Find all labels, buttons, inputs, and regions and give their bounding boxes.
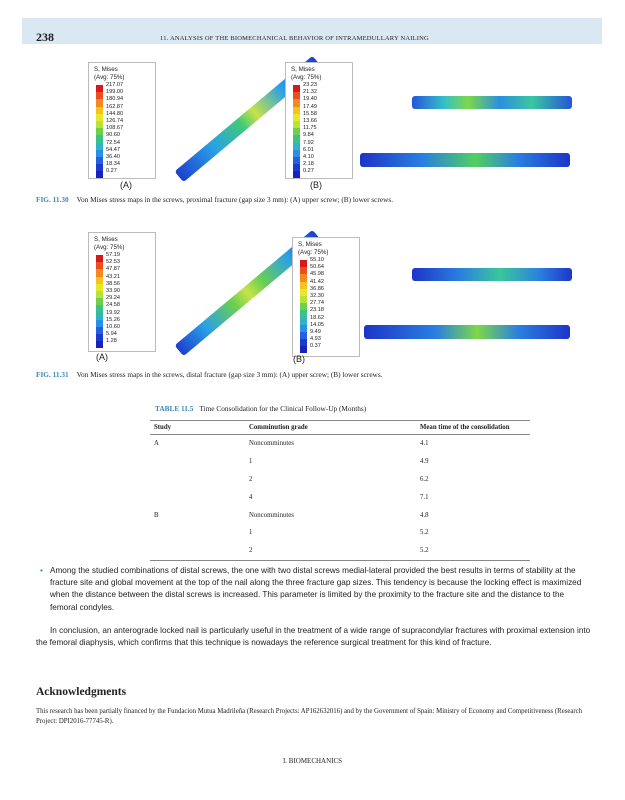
running-head: 11. ANALYSIS OF THE BIOMECHANICAL BEHAVIOR OF INTRAMEDULLARY NAILING <box>160 35 429 42</box>
color-scale <box>300 260 307 353</box>
acknowledgments-heading: Acknowledgments <box>36 686 127 698</box>
legend-b <box>285 62 353 179</box>
legend-value: 21.32 <box>303 89 317 96</box>
legend-value: 10.60 <box>106 324 120 331</box>
color-scale-step <box>96 305 103 312</box>
color-scale-step <box>96 171 103 178</box>
cell-time: 5.2 <box>420 529 429 537</box>
acknowledgments-text: This research has been partially financed by the Fundacion Mutua Madrileña (Research Projects: AP162632016) and by the Government of Spain: Ministry of Economy and Competitiveness (Research Project: DPI2016-77745-R). <box>36 708 583 725</box>
col-header-study: Study <box>150 421 245 435</box>
legend-value: 0.37 <box>310 343 321 350</box>
legend-value: 162.87 <box>106 103 124 110</box>
color-scale-step <box>96 334 103 341</box>
legend-value: 15.58 <box>303 110 317 117</box>
color-scale-step <box>96 150 103 157</box>
color-scale-step <box>293 128 300 135</box>
col-header-mean-time: Mean time of the consolidation <box>416 421 530 435</box>
color-scale-step <box>96 269 103 276</box>
legend-values <box>303 82 317 176</box>
table-row <box>150 471 530 489</box>
color-scale-step <box>96 320 103 327</box>
legend-avg: (Avg: 75%) <box>298 249 329 256</box>
cell-time: 4.1 <box>420 440 429 448</box>
legend-value: 126.74 <box>106 118 124 125</box>
color-scale-step <box>300 303 307 310</box>
figure-caption-11-30 <box>36 195 393 204</box>
legend-value: 9.49 <box>310 329 321 336</box>
lower-screw-1-stress-map <box>412 96 572 109</box>
cell-time: 4.9 <box>420 458 429 466</box>
color-scale-step <box>96 107 103 114</box>
caption-label: FIG. 11.31 <box>36 370 69 379</box>
panel-label-b: (B) <box>310 180 322 190</box>
legend-value: 27.74 <box>310 300 324 307</box>
color-scale-step <box>300 267 307 274</box>
color-scale-step <box>96 164 103 171</box>
color-scale-step <box>300 325 307 332</box>
legend-value: 24.58 <box>106 302 120 309</box>
conclusion-paragraph: In conclusion, an anterograde locked nail is particularly useful in the treatment of a wide range of supracondylar fractures with proximal extension into the femoral diaphysis, which confirms that this technique is nowadays the reference surgical treatment for this kind of fracture. <box>36 626 591 648</box>
cell-grade: 1 <box>249 529 253 537</box>
color-scale-step <box>96 291 103 298</box>
legend-title: S, Mises <box>291 66 315 73</box>
color-scale <box>96 85 103 178</box>
lower-screw-2-stress-map <box>364 325 570 339</box>
color-scale-step <box>293 150 300 157</box>
legend-values <box>106 252 120 346</box>
cell-time: 7.1 <box>420 493 429 501</box>
legend-value: 41.42 <box>310 278 324 285</box>
cell-study <box>150 542 245 560</box>
bullet-icon: • <box>40 566 43 575</box>
panel-label-a: (A) <box>120 180 132 190</box>
legend-avg: (Avg: 75%) <box>94 244 125 251</box>
color-scale-step <box>300 282 307 289</box>
legend-a <box>88 232 156 352</box>
color-scale-step <box>96 121 103 128</box>
legend-value: 54.47 <box>106 146 120 153</box>
color-scale-step <box>293 92 300 99</box>
caption-text: Von Mises stress maps in the screws, distal fracture (gap size 3 mm): (A) upper screw; (B) lower screws. <box>76 370 383 379</box>
legend-value: 15.26 <box>106 316 120 323</box>
legend-value: 144.80 <box>106 110 124 117</box>
legend-value: 6.01 <box>303 146 314 153</box>
cell-time: 5.2 <box>416 542 530 560</box>
color-scale-step <box>96 262 103 269</box>
legend-value: 23.18 <box>310 307 324 314</box>
legend-value: 180.94 <box>106 96 124 103</box>
color-scale-step <box>300 318 307 325</box>
legend-value: 0.27 <box>106 168 117 175</box>
legend-value: 18.34 <box>106 161 120 168</box>
figure-caption-11-31 <box>36 370 383 379</box>
legend-value: 4.93 <box>310 336 321 343</box>
color-scale-step <box>96 85 103 92</box>
color-scale <box>96 255 103 348</box>
table-title-text: Time Consolidation for the Clinical Follow-Up (Months) <box>199 404 367 413</box>
legend-value: 13.66 <box>303 118 317 125</box>
legend-value: 9.84 <box>303 132 314 139</box>
color-scale-step <box>96 143 103 150</box>
cell-grade: 4 <box>249 493 253 501</box>
page-number: 238 <box>36 30 54 44</box>
table-row <box>150 524 530 542</box>
legend-value: 72.54 <box>106 139 120 146</box>
legend-value: 90.60 <box>106 132 120 139</box>
cell-study <box>150 488 245 506</box>
color-scale-step <box>293 107 300 114</box>
cell-time: 6.2 <box>420 475 429 483</box>
color-scale-step <box>300 339 307 346</box>
table-header-row <box>150 421 530 435</box>
table-row <box>150 542 530 560</box>
legend-value: 11.75 <box>303 125 317 132</box>
panel-label-b: (B) <box>293 354 305 364</box>
color-scale-step <box>293 85 300 92</box>
table-row <box>150 453 530 471</box>
color-scale-step <box>96 298 103 305</box>
legend-value: 5.94 <box>106 331 117 338</box>
color-scale-step <box>96 114 103 121</box>
consolidation-table <box>150 420 530 561</box>
page-footer: I. BIOMECHANICS <box>282 757 343 765</box>
legend-title: S, Mises <box>94 236 118 243</box>
legend-value: 19.92 <box>106 309 120 316</box>
color-scale-step <box>300 274 307 281</box>
color-scale-step <box>96 92 103 99</box>
legend-a <box>88 62 156 179</box>
color-scale-step <box>293 99 300 106</box>
legend-avg: (Avg: 75%) <box>291 74 322 81</box>
cell-grade: 2 <box>249 475 253 483</box>
legend-value: 33.90 <box>106 288 120 295</box>
bullet-text: Among the studied combinations of distal screws, the one with two distal screws medial-lateral provided the best results in terms of stability at the fracture site and global movement at the top of the nail along the three fracture gap sizes. This tendency is because the locking effect is maximized when the distance between the distal screws is increased. This parameter is limited by the proximity to the fracture site and the distance to the femoral condyles. <box>50 566 582 612</box>
color-scale-step <box>300 346 307 353</box>
color-scale-step <box>300 260 307 267</box>
color-scale-step <box>300 289 307 296</box>
color-scale-step <box>300 310 307 317</box>
color-scale-step <box>96 341 103 348</box>
caption-label: FIG. 11.30 <box>36 195 69 204</box>
legend-value: 50.64 <box>310 264 324 271</box>
color-scale-step <box>300 332 307 339</box>
color-scale-step <box>96 255 103 262</box>
color-scale-step <box>293 114 300 121</box>
color-scale-step <box>96 284 103 291</box>
legend-value: 2.18 <box>303 161 314 168</box>
table-label: TABLE 11.5 <box>155 404 194 413</box>
legend-value: 17.49 <box>303 103 317 110</box>
cell-study: A <box>154 440 159 448</box>
color-scale-step <box>293 164 300 171</box>
legend-title: S, Mises <box>298 241 322 248</box>
legend-value: 38.56 <box>106 280 120 287</box>
bullet-paragraph <box>36 565 591 614</box>
legend-value: 43.21 <box>106 273 120 280</box>
lower-screw-2-stress-map <box>360 153 570 167</box>
legend-value: 36.40 <box>106 154 120 161</box>
table-title <box>155 404 366 413</box>
color-scale-step <box>96 313 103 320</box>
panel-label-a: (A) <box>96 352 108 362</box>
legend-values <box>106 82 123 176</box>
legend-value: 14.05 <box>310 321 324 328</box>
legend-value: 7.92 <box>303 139 314 146</box>
cell-grade: 2 <box>245 542 416 560</box>
table-row <box>150 435 530 453</box>
legend-value: 1.28 <box>106 338 117 345</box>
legend-value: 57.19 <box>106 252 120 258</box>
legend-value: 4.10 <box>303 154 314 161</box>
legend-value: 52.53 <box>106 259 120 266</box>
cell-study <box>150 471 245 489</box>
lower-screw-1-stress-map <box>412 268 572 281</box>
caption-text: Von Mises stress maps in the screws, proximal fracture (gap size 3 mm): (A) upper screw; (B) lower screws. <box>76 195 394 204</box>
legend-value: 47.87 <box>106 266 120 273</box>
color-scale-step <box>96 135 103 142</box>
legend-value: 217.07 <box>106 82 124 88</box>
color-scale-step <box>96 157 103 164</box>
legend-value: 108.67 <box>106 125 124 132</box>
color-scale-step <box>293 121 300 128</box>
color-scale-step <box>293 135 300 142</box>
color-scale-step <box>96 128 103 135</box>
legend-values <box>310 257 324 351</box>
color-scale-step <box>300 296 307 303</box>
legend-avg: (Avg: 75%) <box>94 74 125 81</box>
cell-time: 4.8 <box>420 511 429 519</box>
cell-study <box>150 453 245 471</box>
cell-grade: 1 <box>249 458 253 466</box>
legend-value: 29.24 <box>106 295 120 302</box>
legend-value: 36.86 <box>310 285 324 292</box>
table-row <box>150 488 530 506</box>
legend-value: 199.00 <box>106 89 124 96</box>
cell-grade: Noncomminutes <box>249 440 294 448</box>
color-scale-step <box>293 171 300 178</box>
color-scale-step <box>293 157 300 164</box>
col-header-comminution: Comminution grade <box>245 421 416 435</box>
legend-value: 23.23 <box>303 82 317 88</box>
legend-value: 0.27 <box>303 168 314 175</box>
legend-value: 32.30 <box>310 293 324 300</box>
cell-study: B <box>154 511 159 519</box>
cell-study <box>150 524 245 542</box>
color-scale-step <box>96 99 103 106</box>
legend-title: S, Mises <box>94 66 118 73</box>
table-row <box>150 506 530 524</box>
color-scale-step <box>96 277 103 284</box>
color-scale <box>293 85 300 178</box>
color-scale-step <box>96 327 103 334</box>
cell-grade: Noncomminutes <box>249 511 294 519</box>
legend-value: 45.98 <box>310 271 324 278</box>
legend-b <box>292 237 360 357</box>
color-scale-step <box>293 143 300 150</box>
legend-value: 55.10 <box>310 257 324 263</box>
legend-value: 18.62 <box>310 314 324 321</box>
legend-value: 19.40 <box>303 96 317 103</box>
